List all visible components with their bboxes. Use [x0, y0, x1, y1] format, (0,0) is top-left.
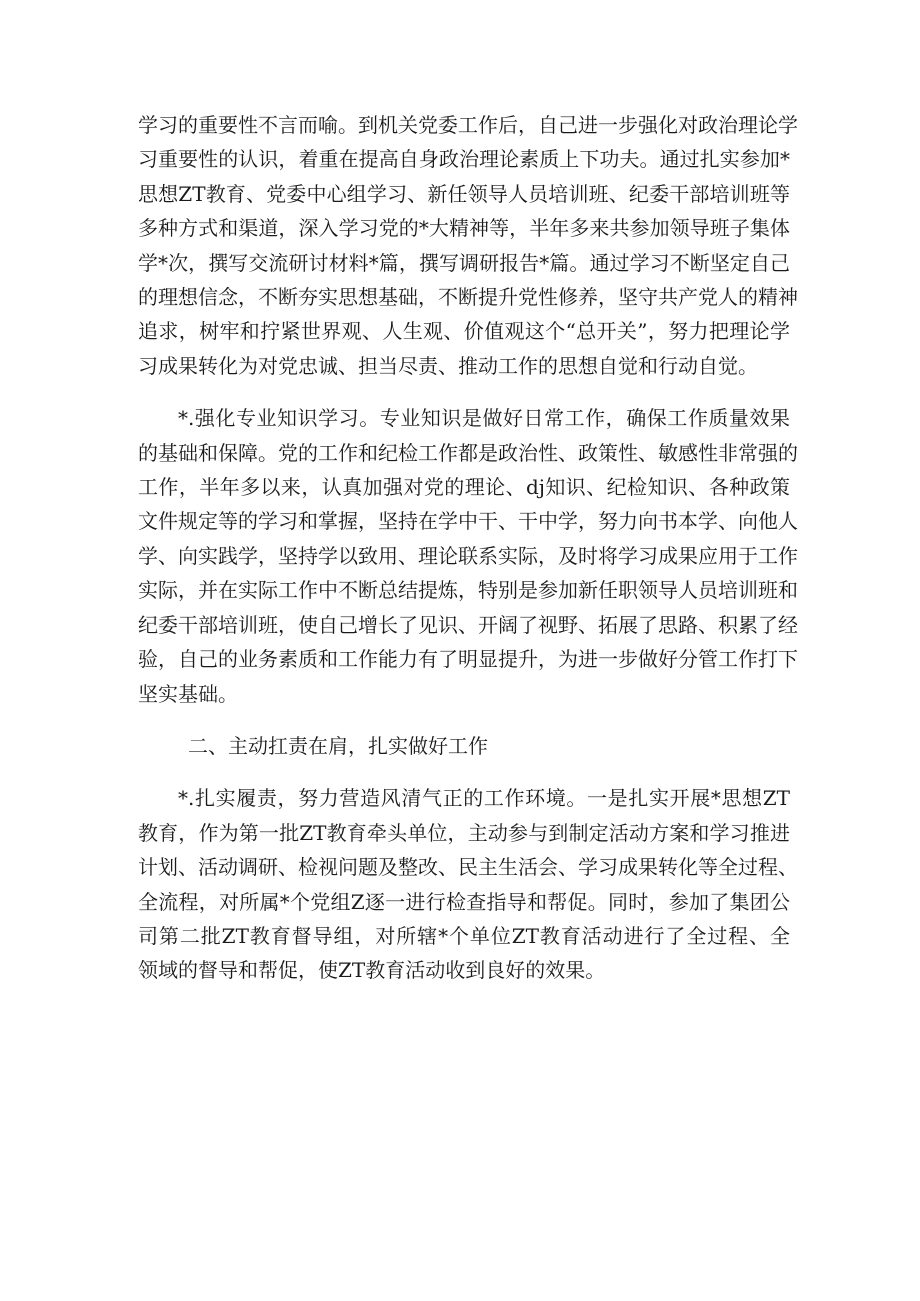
text-line: 文件规定等的学习和掌握，坚持在学中干、干中学，努力向书本学、向他人 — [138, 509, 798, 534]
text-line: 教育，作为第一批ZT教育牵头单位，主动参与到制定活动方案和学习推进 — [138, 820, 790, 845]
text-line: 全流程，对所属*个党组Z逐一进行检查指导和帮促。同时，参加了集团公 — [138, 889, 790, 914]
paragraph-political-study — [138, 108, 798, 383]
text-line: 司第二批ZT教育督导组，对所辖*个单位ZT教育活动进行了全过程、全 — [138, 923, 790, 948]
paragraph-professional-study — [138, 401, 798, 711]
text-line: 多种方式和渠道，深入学习党的*大精神等，半年多来共参加领导班子集体 — [138, 216, 790, 241]
text-line: 思想ZT教育、党委中心组学习、新任领导人员培训班、纪委干部培训班等 — [138, 181, 790, 206]
text-line: 工作，半年多以来，认真加强对党的理论、dj知识、纪检知识、各种政策 — [138, 475, 790, 500]
document-page — [138, 108, 798, 988]
text-line: 实际，并在实际工作中不断总结提炼，特别是参加新任职领导人员培训班和 — [138, 578, 798, 603]
text-line: 的理想信念，不断夯实思想基础，不断提升党性修养，坚守共产党人的精神 — [138, 285, 798, 310]
text-line: 学、向实践学，坚持学以致用、理论联系实际，及时将学习成果应用于工作 — [138, 543, 798, 568]
text-line: 的基础和保障。党的工作和纪检工作都是政治性、政策性、敏感性非常强的 — [138, 440, 798, 465]
text-line: 学*次，撰写交流研讨材料*篇，撰写调研报告*篇。通过学习不断坚定自己 — [138, 250, 790, 275]
text-line: 纪委干部培训班，使自己增长了见识、开阔了视野、拓展了思路、积累了经 — [138, 612, 798, 637]
section-heading: 二、主动扛责在肩，扎实做好工作 — [188, 733, 488, 758]
text-line: 计划、活动调研、检视问题及整改、民主生活会、学习成果转化等全过程、 — [138, 855, 798, 880]
text-line: 验，自己的业务素质和工作能力有了明显提升，为进一步做好分管工作打下 — [138, 647, 798, 672]
text-line: *.扎实履责，努力营造风清气正的工作环境。一是扎实开展*思想ZT — [178, 786, 790, 811]
text-line: 习成果转化为对党忠诚、担当尽责、推动工作的思想自觉和行动自觉。 — [138, 353, 758, 378]
text-line: 坚实基础。 — [138, 681, 238, 706]
text-line: 学习的重要性不言而喻。到机关党委工作后，自己进一步强化对政治理论学 — [138, 113, 798, 137]
text-line: 习重要性的认识，着重在提高自身政治理论素质上下功夫。通过扎实参加* — [138, 147, 790, 172]
text-line: 领域的督导和帮促，使ZT教育活动收到良好的效果。 — [138, 958, 606, 983]
text-line: 追求，树牢和拧紧世界观、人生观、价值观这个“总开关”，努力把理论学 — [138, 319, 790, 344]
paragraph-duty-fulfillment — [138, 781, 798, 987]
text-line: *.强化专业知识学习。专业知识是做好日常工作，确保工作质量效果 — [178, 406, 790, 431]
